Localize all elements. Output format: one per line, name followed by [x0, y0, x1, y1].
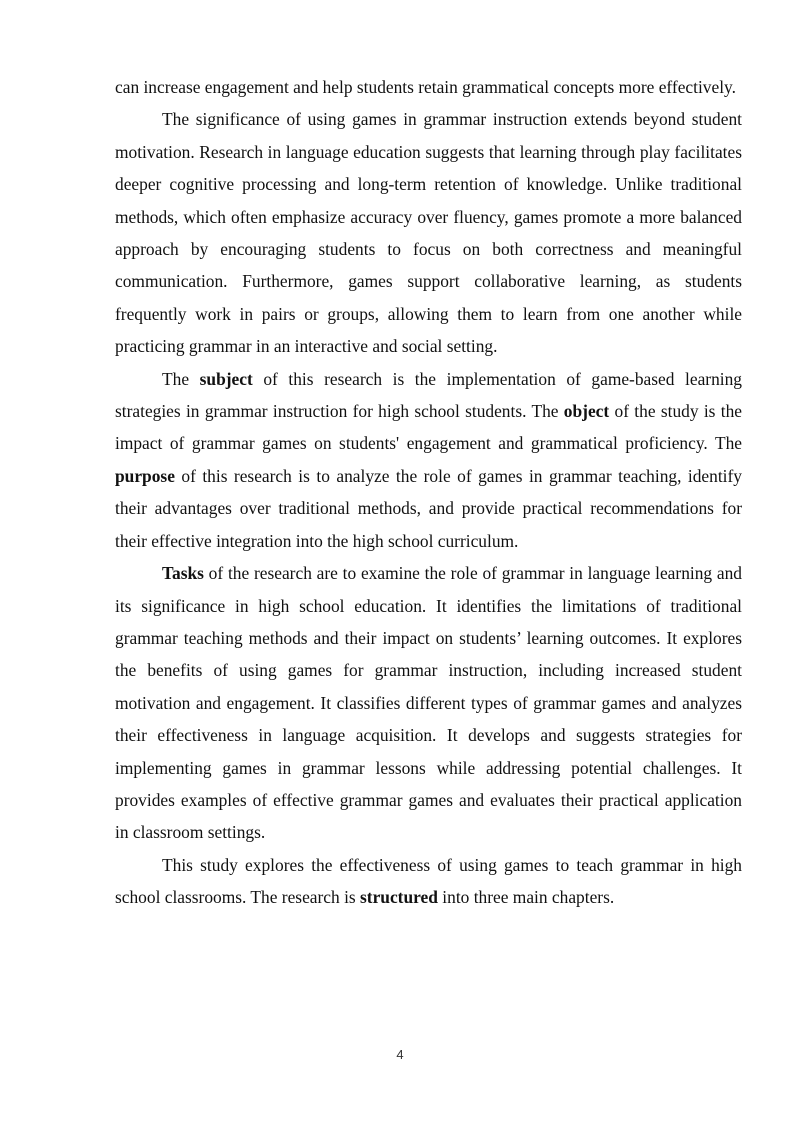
term-purpose: purpose: [115, 465, 175, 486]
body-text: [115, 71, 742, 914]
paragraph-significance: [115, 103, 742, 362]
paragraph-subject-object-purpose: [115, 363, 742, 557]
paragraph-text: The significance of using games in grammar instruction extends beyond student motivation. Research in language education suggests that learning through play facilitates deeper cognitive processing and long-term retention of knowledge. Unlike traditional methods, which often emphasize accuracy over fluency, games promote a more balanced approach by encouraging students to focus on both correctness and meaningful communication. Furthermore, games support collaborative learning, as students frequently work in pairs or groups, allowing them to learn from one another while practicing grammar in an interactive and social setting.: [115, 109, 742, 357]
paragraph-text: of the research are to examine the role of grammar in language learning and its significance in high school education. It identifies the limitations of traditional grammar teaching methods and their impact on students’ learning outcomes. It explores the benefits of using games for grammar instruction, including increased student motivation and engagement. It classifies different types of grammar games and analyzes their effectiveness in language acquisition. It develops and suggests strategies for implementing games in grammar lessons while addressing potential challenges. It provides examples of effective grammar games and evaluates their practical application in classroom settings.: [115, 563, 742, 843]
paragraph-continuation: [115, 71, 742, 103]
paragraph-text: The: [162, 368, 200, 389]
paragraph-text: can increase engagement and help students retain grammatical concepts more effectively.: [115, 77, 736, 97]
paragraph-text: of the study is the impact of grammar games on students' engagement and grammatical proficiency. The: [115, 401, 742, 454]
term-tasks: Tasks: [162, 563, 204, 584]
paragraph-text: of this research is the implementation of game-based learning strategies in grammar instruction for high school students. The: [115, 368, 743, 422]
term-object: object: [563, 401, 610, 422]
paragraph-tasks: [115, 557, 742, 849]
paragraph-text: of this research is to analyze the role of games in grammar teaching, identify their advantages over traditional methods, and provide practical recommendations for their effective integration into the high school curriculum.: [115, 465, 742, 551]
paragraph-text: into three main chapters.: [437, 887, 615, 908]
page-number: 4: [396, 1047, 404, 1062]
paragraph-structure: [115, 849, 742, 914]
term-subject: subject: [199, 368, 253, 389]
term-structured: structured: [360, 887, 438, 908]
paragraph-text: This study explores the effectiveness of using games to teach grammar in high school classrooms. The research is: [115, 854, 742, 908]
